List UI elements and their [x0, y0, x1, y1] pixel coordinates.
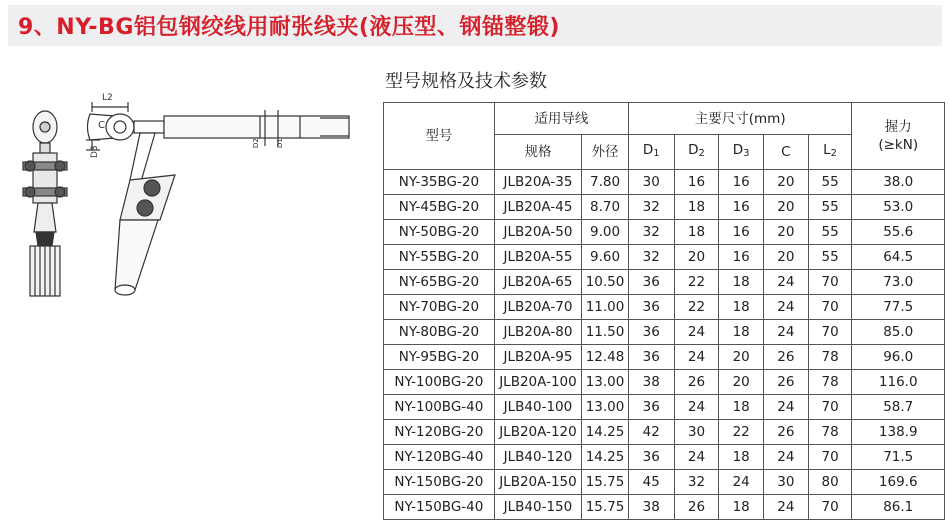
cell-grip: 73.0 — [852, 270, 945, 295]
table-row — [384, 195, 945, 220]
cell-c: 24 — [764, 270, 809, 295]
cell-grip: 116.0 — [852, 370, 945, 395]
dim-label-c: C — [98, 120, 105, 131]
cell-model: NY-150BG-20 — [384, 470, 495, 495]
cell-d1: 42 — [628, 420, 674, 445]
cell-grip: 58.7 — [852, 395, 945, 420]
title-bar — [8, 5, 942, 46]
header-d3: $D_3$ — [719, 135, 764, 170]
cell-d3: 18 — [719, 320, 764, 345]
cell-d2: 22 — [674, 295, 719, 320]
cell-outer-diameter: 15.75 — [582, 470, 629, 495]
cell-spec: JLB20A-150 — [494, 470, 581, 495]
cell-spec: JLB40-120 — [494, 445, 581, 470]
cell-model: NY-100BG-40 — [384, 395, 495, 420]
cell-d1: 36 — [628, 295, 674, 320]
cell-d2: 24 — [674, 320, 719, 345]
header-grip-line1: 握力 — [884, 119, 912, 135]
cell-model: NY-150BG-40 — [384, 495, 495, 520]
cell-spec: JLB20A-100 — [494, 370, 581, 395]
cell-d2: 26 — [674, 370, 719, 395]
cell-grip: 64.5 — [852, 245, 945, 270]
cell-model: NY-120BG-40 — [384, 445, 495, 470]
cell-spec: JLB20A-50 — [494, 220, 581, 245]
header-grip — [852, 103, 945, 170]
cell-grip: 96.0 — [852, 345, 945, 370]
dim-label-d2: D2 — [252, 138, 260, 148]
cell-spec: JLB20A-80 — [494, 320, 581, 345]
cell-c: 24 — [764, 445, 809, 470]
cell-outer-diameter: 15.75 — [582, 495, 629, 520]
cell-d3: 16 — [719, 195, 764, 220]
table-header-row-1 — [384, 103, 945, 135]
cell-model: NY-100BG-20 — [384, 370, 495, 395]
cell-l2: 55 — [808, 195, 852, 220]
cell-outer-diameter: 8.70 — [582, 195, 629, 220]
cell-d3: 20 — [719, 370, 764, 395]
cell-outer-diameter: 14.25 — [582, 420, 629, 445]
table-row — [384, 370, 945, 395]
cell-c: 24 — [764, 395, 809, 420]
dim-label-d3: D3 — [90, 145, 100, 158]
cell-outer-diameter: 9.00 — [582, 220, 629, 245]
cell-spec: JLB40-100 — [494, 395, 581, 420]
cell-l2: 70 — [808, 495, 852, 520]
cell-grip: 77.5 — [852, 295, 945, 320]
header-outer-diameter: 外径 — [582, 135, 629, 170]
cell-c: 20 — [764, 195, 809, 220]
header-conductor: 适用导线 — [494, 103, 628, 135]
cell-d3: 18 — [719, 295, 764, 320]
dim-label-l2: L2 — [102, 93, 113, 103]
cell-outer-diameter: 13.00 — [582, 395, 629, 420]
cell-model: NY-45BG-20 — [384, 195, 495, 220]
cell-l2: 70 — [808, 395, 852, 420]
cell-outer-diameter: 10.50 — [582, 270, 629, 295]
cell-d2: 24 — [674, 395, 719, 420]
cell-d3: 22 — [719, 420, 764, 445]
cell-spec: JLB20A-45 — [494, 195, 581, 220]
spec-table — [383, 102, 945, 520]
cell-grip: 53.0 — [852, 195, 945, 220]
cell-d1: 30 — [628, 170, 674, 195]
cell-model: NY-120BG-20 — [384, 420, 495, 445]
cell-l2: 78 — [808, 370, 852, 395]
cell-d1: 36 — [628, 270, 674, 295]
section-subtitle: 型号规格及技术参数 — [385, 71, 547, 92]
cell-d3: 16 — [719, 170, 764, 195]
cell-d3: 16 — [719, 245, 764, 270]
cell-outer-diameter: 14.25 — [582, 445, 629, 470]
cell-d2: 24 — [674, 445, 719, 470]
cell-model: NY-55BG-20 — [384, 245, 495, 270]
cell-l2: 55 — [808, 220, 852, 245]
cell-d3: 16 — [719, 220, 764, 245]
cell-d3: 18 — [719, 445, 764, 470]
cell-c: 30 — [764, 470, 809, 495]
cell-spec: JLB20A-65 — [494, 270, 581, 295]
header-d2: $D_2$ — [674, 135, 719, 170]
cell-d1: 32 — [628, 195, 674, 220]
cell-model: NY-50BG-20 — [384, 220, 495, 245]
cell-spec: JLB40-150 — [494, 495, 581, 520]
drop-view-clamp — [115, 133, 175, 295]
table-row — [384, 295, 945, 320]
cell-c: 26 — [764, 420, 809, 445]
cell-l2: 78 — [808, 345, 852, 370]
cell-grip: 55.6 — [852, 220, 945, 245]
cell-d1: 36 — [628, 395, 674, 420]
cell-spec: JLB20A-70 — [494, 295, 581, 320]
cell-l2: 70 — [808, 320, 852, 345]
cell-grip: 138.9 — [852, 420, 945, 445]
cell-d1: 38 — [628, 370, 674, 395]
cell-grip: 169.6 — [852, 470, 945, 495]
cell-outer-diameter: 11.00 — [582, 295, 629, 320]
cell-grip: 85.0 — [852, 320, 945, 345]
cell-d3: 24 — [719, 470, 764, 495]
cell-c: 20 — [764, 220, 809, 245]
cell-c: 26 — [764, 370, 809, 395]
cell-d3: 18 — [719, 495, 764, 520]
header-spec: 规格 — [494, 135, 581, 170]
cell-model: NY-35BG-20 — [384, 170, 495, 195]
header-dimensions: 主要尺寸(mm) — [628, 103, 852, 135]
cell-d3: 18 — [719, 270, 764, 295]
cell-model: NY-95BG-20 — [384, 345, 495, 370]
cell-d2: 22 — [674, 270, 719, 295]
cell-outer-diameter: 12.48 — [582, 345, 629, 370]
table-row — [384, 320, 945, 345]
table-row — [384, 345, 945, 370]
header-l2: $L_2$ — [808, 135, 852, 170]
cell-outer-diameter: 7.80 — [582, 170, 629, 195]
cell-c: 20 — [764, 170, 809, 195]
table-row — [384, 220, 945, 245]
header-grip-line2: (≥kN) — [878, 137, 919, 153]
table-row — [384, 395, 945, 420]
cell-spec: JLB20A-95 — [494, 345, 581, 370]
cell-c: 24 — [764, 495, 809, 520]
cell-d2: 16 — [674, 170, 719, 195]
cell-l2: 78 — [808, 420, 852, 445]
cell-d1: 32 — [628, 220, 674, 245]
table-row — [384, 470, 945, 495]
cell-c: 20 — [764, 245, 809, 270]
cell-c: 26 — [764, 345, 809, 370]
cell-d3: 18 — [719, 395, 764, 420]
cell-d2: 26 — [674, 495, 719, 520]
table-row — [384, 495, 945, 520]
cell-spec: JLB20A-35 — [494, 170, 581, 195]
cell-d2: 18 — [674, 195, 719, 220]
cell-l2: 70 — [808, 445, 852, 470]
cell-l2: 70 — [808, 270, 852, 295]
cell-d2: 24 — [674, 345, 719, 370]
header-model: 型号 — [384, 103, 495, 170]
cell-spec: JLB20A-120 — [494, 420, 581, 445]
cell-l2: 70 — [808, 295, 852, 320]
page-title: 9、NY-BG铝包钢绞线用耐张线夹(液压型、钢锚整锻) — [18, 15, 560, 40]
cell-spec: JLB20A-55 — [494, 245, 581, 270]
header-d1: $D_1$ — [628, 135, 674, 170]
top-view-clamp — [86, 102, 349, 150]
table-row — [384, 170, 945, 195]
cell-l2: 55 — [808, 170, 852, 195]
cell-d2: 18 — [674, 220, 719, 245]
cell-d1: 36 — [628, 445, 674, 470]
cell-d1: 36 — [628, 320, 674, 345]
table-row — [384, 445, 945, 470]
cell-d3: 20 — [719, 345, 764, 370]
cell-outer-diameter: 13.00 — [582, 370, 629, 395]
cell-d1: 45 — [628, 470, 674, 495]
cell-l2: 55 — [808, 245, 852, 270]
cell-d2: 32 — [674, 470, 719, 495]
cell-d2: 20 — [674, 245, 719, 270]
cell-grip: 38.0 — [852, 170, 945, 195]
cell-outer-diameter: 9.60 — [582, 245, 629, 270]
cell-c: 24 — [764, 320, 809, 345]
table-row — [384, 270, 945, 295]
cell-grip: 71.5 — [852, 445, 945, 470]
table-row — [384, 245, 945, 270]
cell-c: 24 — [764, 295, 809, 320]
clamp-drawing — [0, 80, 380, 320]
cell-outer-diameter: 11.50 — [582, 320, 629, 345]
cell-model: NY-65BG-20 — [384, 270, 495, 295]
cell-d1: 32 — [628, 245, 674, 270]
cell-model: NY-70BG-20 — [384, 295, 495, 320]
cell-model: NY-80BG-20 — [384, 320, 495, 345]
table-row — [384, 420, 945, 445]
header-c: C — [764, 135, 809, 170]
cell-d1: 36 — [628, 345, 674, 370]
cell-l2: 80 — [808, 470, 852, 495]
cell-d2: 30 — [674, 420, 719, 445]
cell-d1: 38 — [628, 495, 674, 520]
dim-label-d1: D1 — [276, 138, 284, 148]
cell-grip: 86.1 — [852, 495, 945, 520]
side-view-assembly — [23, 111, 67, 296]
